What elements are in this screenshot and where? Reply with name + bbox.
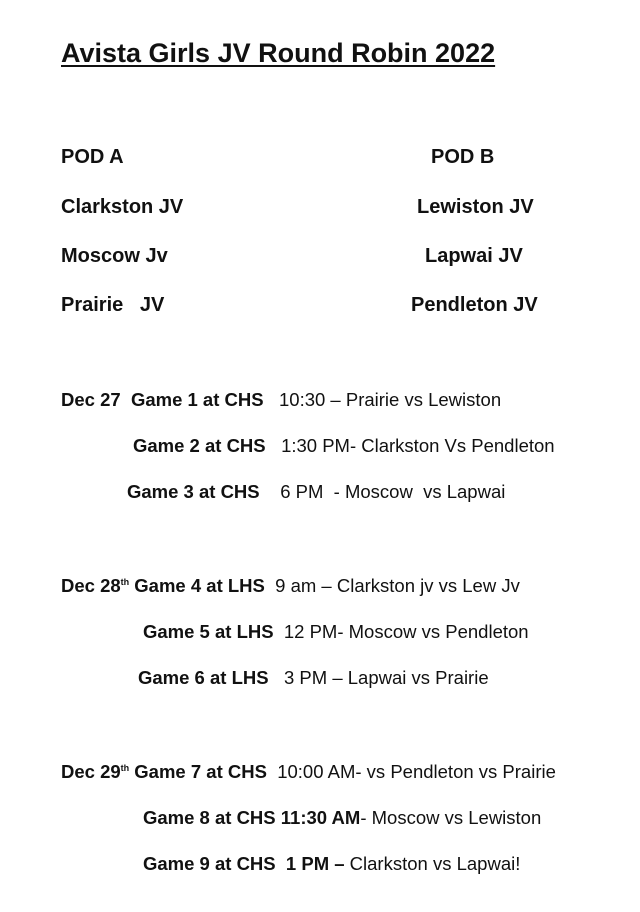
document-title: Avista Girls JV Round Robin 2022	[61, 38, 496, 68]
matchup: 1:30 PM- Clarkston Vs Pendleton	[281, 435, 555, 456]
schedule-row	[61, 761, 556, 783]
schedule-date: Dec 29	[61, 761, 121, 782]
game-label: Game 5 at LHS	[143, 621, 274, 642]
schedule-row	[127, 481, 505, 503]
pod-a-team: Clarkston JV	[61, 196, 184, 218]
schedule-row	[143, 621, 529, 643]
game-label: Game 7 at CHS	[134, 761, 267, 782]
schedule-row	[61, 575, 520, 597]
matchup: 10:30 – Prairie vs Lewiston	[279, 389, 502, 410]
schedule-row	[143, 853, 520, 875]
pod-b-team: Pendleton JV	[411, 294, 538, 316]
matchup: 3 PM – Lapwai vs Prairie	[284, 667, 489, 688]
date-suffix: th	[120, 577, 130, 587]
schedule-date: Dec 27	[61, 389, 121, 410]
game-time: 1 PM –	[285, 853, 345, 874]
schedule-row	[133, 435, 555, 457]
pod-a-team: Prairie JV	[61, 294, 165, 316]
game-label: Game 9 at CHS	[143, 853, 276, 874]
matchup: Clarkston vs Lapwai!	[349, 853, 521, 874]
pod-a-team: Moscow Jv	[61, 245, 168, 267]
game-label: Game 8 at CHS	[143, 807, 276, 828]
pod-a-header: POD A	[61, 146, 124, 168]
schedule-date: Dec 28	[61, 575, 121, 596]
game-label: Game 6 at LHS	[138, 667, 269, 688]
game-label: Game 1 at CHS	[130, 389, 264, 410]
pod-b-team: Lapwai JV	[425, 245, 523, 267]
schedule-row	[138, 667, 489, 689]
matchup: 12 PM- Moscow vs Pendleton	[283, 621, 529, 642]
matchup: 9 am – Clarkston jv vs Lew Jv	[275, 575, 520, 596]
pod-b-team: Lewiston JV	[417, 196, 534, 218]
schedule-row	[61, 389, 501, 411]
game-time: 11:30 AM	[280, 807, 361, 828]
date-suffix: th	[120, 763, 130, 773]
game-label: Game 4 at LHS	[134, 575, 265, 596]
game-label: Game 3 at CHS	[127, 481, 260, 502]
matchup: - Moscow vs Lewiston	[360, 807, 542, 828]
game-label: Game 2 at CHS	[133, 435, 266, 456]
schedule-row	[143, 807, 541, 829]
matchup: 10:00 AM- vs Pendleton vs Prairie	[277, 761, 556, 782]
matchup: 6 PM - Moscow vs Lapwai	[280, 481, 506, 502]
pod-b-header: POD B	[431, 146, 495, 168]
